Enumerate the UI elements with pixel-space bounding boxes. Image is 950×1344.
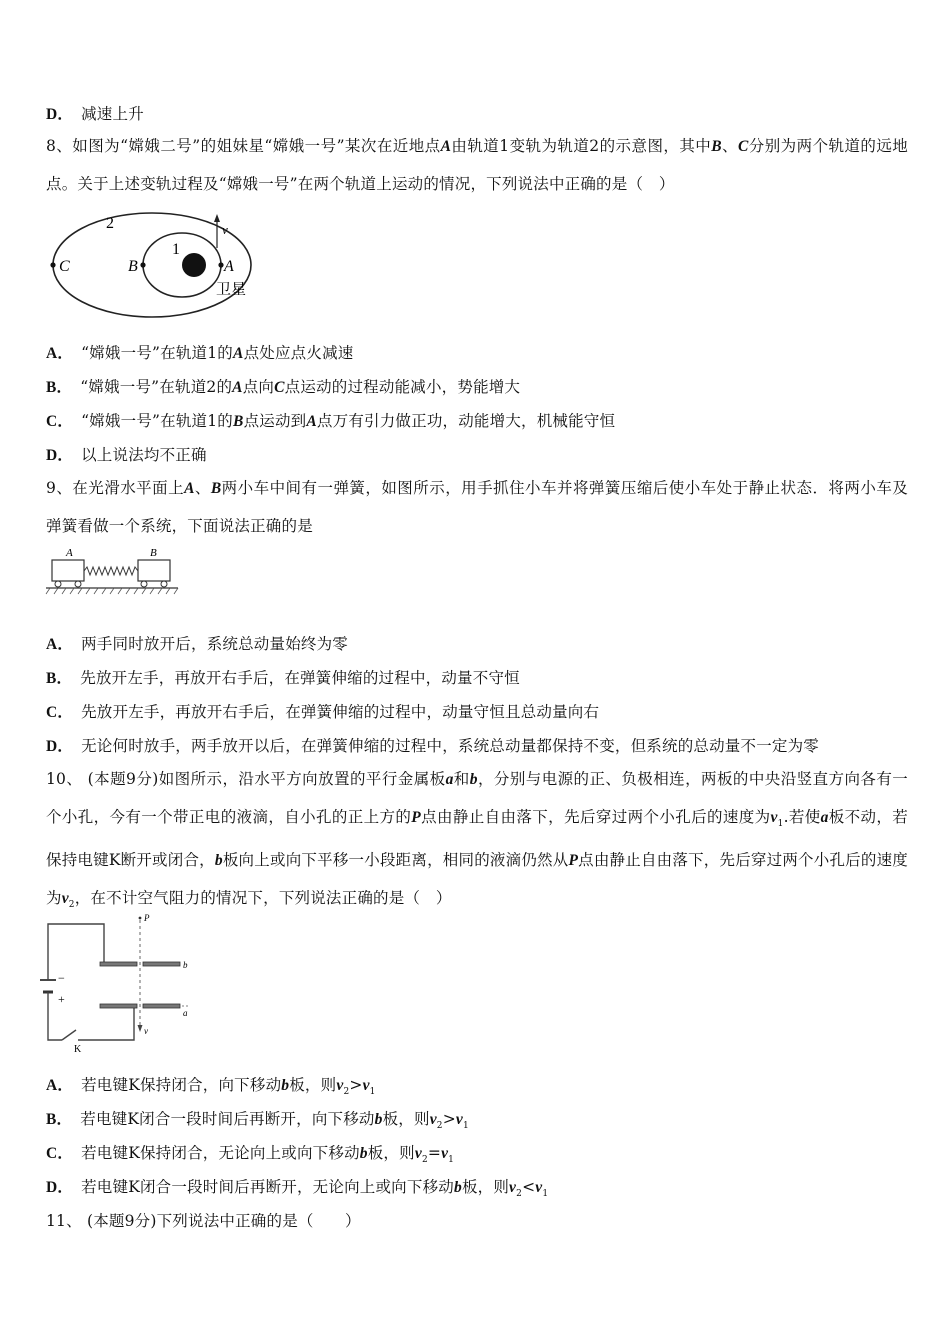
- option-text: 减速上升: [81, 105, 144, 123]
- option-text: [81, 1178, 549, 1200]
- cart-a: [52, 560, 84, 581]
- text-run: ，分别与电源的正、负极相连，两板的中央沿竖直方向各有一个小孔，今有一个带正电的液滴，自小孔的正上方的: [46, 770, 909, 826]
- drop-arrowhead: [138, 1025, 143, 1032]
- variable-subscript: 2: [421, 1155, 428, 1166]
- variable: v: [441, 1145, 449, 1162]
- q8-option-a: [46, 341, 353, 363]
- variable: b: [281, 1077, 290, 1094]
- text-run: 8、如图为“嫦娥二号”的姐妹星“嫦娥一号”某次在近地点: [46, 137, 441, 155]
- velocity-label: v: [222, 222, 228, 237]
- option-letter: C．: [46, 413, 74, 430]
- orbit-1-label: 1: [172, 241, 180, 258]
- switch-label: K: [74, 1044, 82, 1054]
- plus-label: +: [58, 992, 65, 1006]
- point-a: [218, 262, 223, 267]
- wire-bottom: [78, 1008, 134, 1040]
- variable: b: [359, 1145, 368, 1162]
- cart-b-wheel: [161, 581, 167, 587]
- option-text: [80, 378, 520, 396]
- variable: v: [362, 1077, 370, 1094]
- variable-subscript: 1: [542, 1189, 549, 1200]
- q9-option-c: [46, 700, 599, 722]
- variable: A: [306, 413, 317, 430]
- variable: a: [445, 771, 454, 788]
- q11-stem: [46, 1209, 361, 1231]
- cart-a-wheel: [75, 581, 81, 587]
- wire-top: [48, 924, 104, 978]
- text-run: “嫦娥一号”在轨道2的: [80, 378, 233, 396]
- cart-a-label: A: [66, 547, 73, 559]
- q8-orbit-figure: [44, 208, 264, 320]
- point-p-label: P: [144, 913, 150, 923]
- plate-b-left: [100, 962, 137, 966]
- variable-subscript: 1: [463, 1121, 469, 1132]
- text-run: 若电键K闭合一段时间后再断开，无论向上或向下移动: [81, 1178, 454, 1196]
- text-run: 点运动的过程动能减小，势能增大: [284, 378, 521, 396]
- variable: A: [184, 480, 195, 497]
- plate-a-label: a: [183, 1008, 188, 1018]
- velocity-label: v: [144, 1026, 148, 1036]
- text-run: <: [522, 1178, 536, 1196]
- point-c: [50, 262, 55, 267]
- variable-subscript: 2: [436, 1121, 443, 1132]
- variable: v: [414, 1145, 422, 1162]
- option-text: [81, 412, 615, 430]
- text-run: 板，则: [461, 1178, 510, 1196]
- text-run: 若电键K闭合一段时间后再断开，向下移动: [80, 1110, 375, 1128]
- point-b: [140, 262, 145, 267]
- text-run: “嫦娥一号”在轨道1的: [81, 344, 234, 362]
- option-letter: D．: [46, 738, 74, 755]
- spring: [84, 567, 138, 575]
- text-run: ，在不计空气阻力的情况下，下列说法正确的是（ ）: [74, 888, 452, 907]
- variable: A: [232, 379, 243, 396]
- variable: B: [233, 413, 244, 430]
- q9-option-a: [46, 632, 348, 654]
- velocity-arrowhead: [214, 214, 220, 222]
- variable: A: [233, 345, 244, 362]
- q10-option-a: [46, 1073, 376, 1097]
- option-text: [80, 669, 520, 687]
- text-run: =: [427, 1144, 442, 1162]
- option-text: [81, 703, 599, 721]
- text-run: 10、 (本题9分)如图所示，沿水平方向放置的平行金属板: [46, 770, 446, 788]
- text-run: 无论何时放手，两手放开以后，在弹簧伸缩的过程中，系统总动量都保持不变，但系统的总动量不一定为零: [81, 737, 819, 755]
- text-run: 以上说法均不正确: [81, 446, 207, 464]
- text-run: 两小车中间有一弹簧，如图所示，用手抓住小车并将弹簧压缩后使小车处于静止状态．将两小车及弹簧看做一个系统，下面说法正确的是: [46, 479, 908, 535]
- option-text: [81, 1076, 376, 1098]
- variable-subscript: 2: [343, 1087, 350, 1098]
- text-run: 板不动，若保持电键K断开或闭合，: [46, 807, 909, 870]
- ground-hatch: [46, 588, 178, 594]
- text-run: >: [442, 1110, 456, 1128]
- option-letter: A．: [46, 1077, 74, 1094]
- variable: v: [455, 1111, 464, 1128]
- option-letter: D．: [46, 106, 74, 123]
- variable-subscript: 2: [68, 899, 75, 910]
- q8-option-b: [46, 375, 520, 397]
- q7-option-d: [46, 102, 144, 124]
- text-run: 、: [194, 479, 211, 497]
- plate-b-label: b: [183, 960, 188, 970]
- variable: v: [770, 808, 778, 826]
- option-text: [81, 446, 207, 464]
- plate-b-right: [143, 962, 180, 966]
- cart-b: [138, 560, 170, 581]
- text-run: 两手同时放开后，系统总动量始终为零: [81, 635, 348, 653]
- point-b-label: B: [128, 258, 138, 275]
- variable: B: [711, 138, 722, 155]
- text-run: 先放开左手，再放开右手后，在弹簧伸缩的过程中，动量不守恒: [80, 669, 520, 687]
- variable-subscript: 1: [369, 1087, 376, 1098]
- text-run: 由轨道1变轨为轨道2的示意图，其中: [451, 137, 712, 155]
- option-letter: B．: [46, 379, 73, 396]
- variable: b: [374, 1111, 383, 1128]
- option-letter: C．: [46, 704, 74, 721]
- variable-subscript: 1: [448, 1155, 455, 1166]
- variable: v: [336, 1077, 344, 1094]
- text-run: 点处应点火减速: [243, 344, 354, 362]
- text-run: >: [349, 1076, 363, 1094]
- option-text: [81, 344, 353, 362]
- text-run: 板，则: [382, 1110, 430, 1128]
- variable: v: [535, 1179, 543, 1196]
- option-letter: B．: [46, 1111, 73, 1128]
- text-run: “嫦娥一号”在轨道1的: [81, 412, 234, 430]
- text-run: 若电键K保持闭合，无论向上或向下移动: [81, 1144, 360, 1162]
- text-run: 、: [721, 137, 738, 155]
- minus-label: −: [58, 971, 65, 985]
- planet: [182, 253, 206, 277]
- option-letter: A．: [46, 345, 74, 362]
- variable: v: [429, 1111, 437, 1128]
- text-run: .若使: [783, 807, 821, 826]
- q9-option-b: [46, 666, 520, 688]
- variable: P: [411, 808, 421, 826]
- orbit-2-label: 2: [106, 215, 114, 232]
- switch-k: [62, 1030, 76, 1040]
- variable-subscript: 2: [516, 1189, 523, 1200]
- variable: P: [568, 852, 579, 870]
- plate-a-left: [100, 1004, 137, 1008]
- variable: A: [440, 138, 452, 155]
- point-p: [139, 917, 142, 920]
- text-run: 板，则: [367, 1144, 415, 1162]
- option-letter: A．: [46, 636, 74, 653]
- q8-option-c: [46, 409, 615, 431]
- variable: b: [453, 1179, 462, 1196]
- text-run: 板，则: [289, 1076, 337, 1094]
- variable: a: [820, 808, 829, 826]
- cart-b-label: B: [150, 547, 157, 559]
- q10-stem: [46, 761, 908, 923]
- cart-b-wheel: [141, 581, 147, 587]
- option-letter: C．: [46, 1145, 74, 1162]
- option-letter: D．: [46, 447, 74, 464]
- text-run: 先放开左手，再放开右手后，在弹簧伸缩的过程中，动量守恒且总动量向右: [81, 703, 600, 721]
- q8-option-d: [46, 443, 207, 465]
- text-run: 板向上或向下平移一小段距离，相同的液滴仍然从: [222, 851, 569, 870]
- variable: v: [509, 1179, 517, 1196]
- plate-a-right: [143, 1004, 180, 1008]
- point-a-label: A: [224, 258, 234, 275]
- option-text: [81, 737, 819, 755]
- option-text: [81, 1144, 455, 1166]
- cart-a-wheel: [55, 581, 61, 587]
- text-run: 分别为两个轨道的远地点。关于上述变轨过程及“嫦娥一号”在两个轨道上运动的情况，下列说法中正确的是（ ）: [46, 137, 908, 193]
- variable: b: [214, 852, 223, 870]
- option-text: [80, 1110, 469, 1132]
- satellite-label: 卫星: [216, 280, 247, 298]
- option-letter: B．: [46, 670, 73, 687]
- option-letter: D．: [46, 1179, 74, 1196]
- text-run: 点运动到: [243, 412, 307, 430]
- variable: B: [210, 480, 222, 497]
- text-run: 点由静止自由落下，先后穿过两个小孔后的速度为: [420, 807, 771, 826]
- variable: v: [61, 889, 69, 907]
- option-text: [81, 635, 348, 653]
- q10-option-b: [46, 1107, 469, 1131]
- text-run: 11、 (本题9分)下列说法中正确的是（ ）: [46, 1212, 361, 1230]
- text-run: 9、在光滑水平面上: [46, 479, 185, 497]
- variable: C: [737, 138, 749, 155]
- q10-capacitor-figure: [40, 912, 200, 1054]
- q9-option-d: [46, 734, 819, 756]
- variable: b: [469, 771, 478, 788]
- text-run: 点由静止自由落下，先后穿过两个小孔后的速度为: [46, 851, 909, 907]
- point-c-label: C: [59, 258, 70, 275]
- q9-carts-figure: [44, 545, 184, 597]
- q10-option-d: [46, 1175, 548, 1199]
- text-run: 点向: [242, 378, 275, 396]
- q8-stem: [46, 128, 908, 202]
- variable-subscript: 1: [777, 818, 784, 829]
- text-run: 点万有引力做正功，动能增大，机械能守恒: [316, 412, 616, 430]
- q10-option-c: [46, 1141, 454, 1165]
- text-run: 和: [453, 770, 470, 788]
- q9-stem: [46, 470, 908, 544]
- text-run: 若电键K保持闭合，向下移动: [81, 1076, 282, 1094]
- variable: C: [274, 379, 285, 396]
